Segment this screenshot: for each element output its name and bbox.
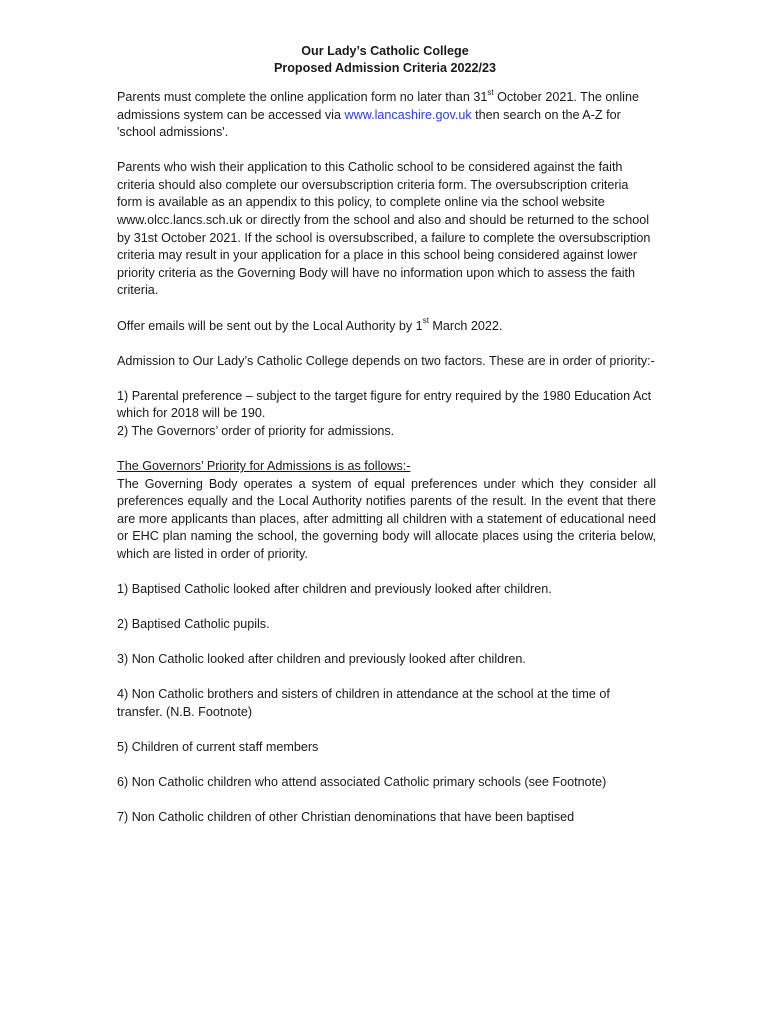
paragraph-application-deadline (117, 89, 656, 142)
text-run: Offer emails will be sent out by the Local Authority by 1 (117, 318, 423, 333)
text-run: Parents must complete the online application form no later than 31 (117, 90, 488, 104)
criteria-item: 1) Baptised Catholic looked after children and previously looked after children. (117, 582, 552, 597)
document-subtitle: Proposed Admission Criteria 2022/23 (273, 61, 497, 75)
factor-item: 2) The Governors’ order of priority for admissions. (117, 423, 395, 438)
document-title: Our Lady’s Catholic College (301, 44, 469, 58)
criteria-item: 5) Children of current staff members (117, 740, 319, 755)
text-run: October 2021. The online admissions system can be accessed via (117, 90, 639, 122)
superscript: st (422, 316, 429, 326)
priority-body: The Governing Body operates a system of equal preferences under which they consider all preferences equally and the Local Authority notifies parents of the result. In the event that there are more applicants than places, after admitting all children with a statement of educational need or EHC plan naming the school, the governing body will allocate places using the criteria below, which are listed in order of priority. (117, 476, 656, 561)
superscript: st (487, 87, 494, 97)
criteria-item: 2) Baptised Catholic pupils. (117, 617, 270, 632)
text-run: March 2022. (428, 318, 503, 333)
factor-item: 1) Parental preference – subject to the target figure for entry required by the 1980 Education Act which for 2018 will be 190. (117, 388, 652, 421)
criteria-item: 3) Non Catholic looked after children and previously looked after children. (117, 652, 526, 667)
criteria-item: 4) Non Catholic brothers and sisters of children in attendance at the school at the time of transfer. (N.B. Footnote) (117, 687, 610, 719)
document-body (117, 89, 656, 827)
paragraph-offer-emails (117, 318, 656, 336)
lancashire-link[interactable]: www.lancashire.gov.uk (344, 107, 472, 122)
criteria-item: 6) Non Catholic children who attend associated Catholic primary schools (see Footnote) (117, 775, 607, 790)
priority-heading: The Governors’ Priority for Admissions is as follows:- (117, 459, 411, 473)
paragraph-faith-criteria: Parents who wish their application to this Catholic school to be considered against the faith criteria should also complete our oversubscription criteria form. The oversubscription criteria form is available as an appendix to this policy, to complete online via the school website www.olcc.lancs.sch.uk or directly from the school and also and should be returned to the school by 31st October 2021. If the school is oversubscribed, a failure to complete the oversubscription criteria may result in your application for a place in this school being considered against lower priority criteria as the Governing Body will have no information upon which to assess the faith criteria. (117, 160, 651, 298)
text-run: then search on the A-Z for 'school admissions'. (117, 107, 621, 140)
paragraph-admission-factors: Admission to Our Lady’s Catholic College depends on two factors. These are in order of priority:- (117, 353, 655, 368)
criteria-item: 7) Non Catholic children of other Christian denominations that have been baptised (117, 810, 575, 825)
